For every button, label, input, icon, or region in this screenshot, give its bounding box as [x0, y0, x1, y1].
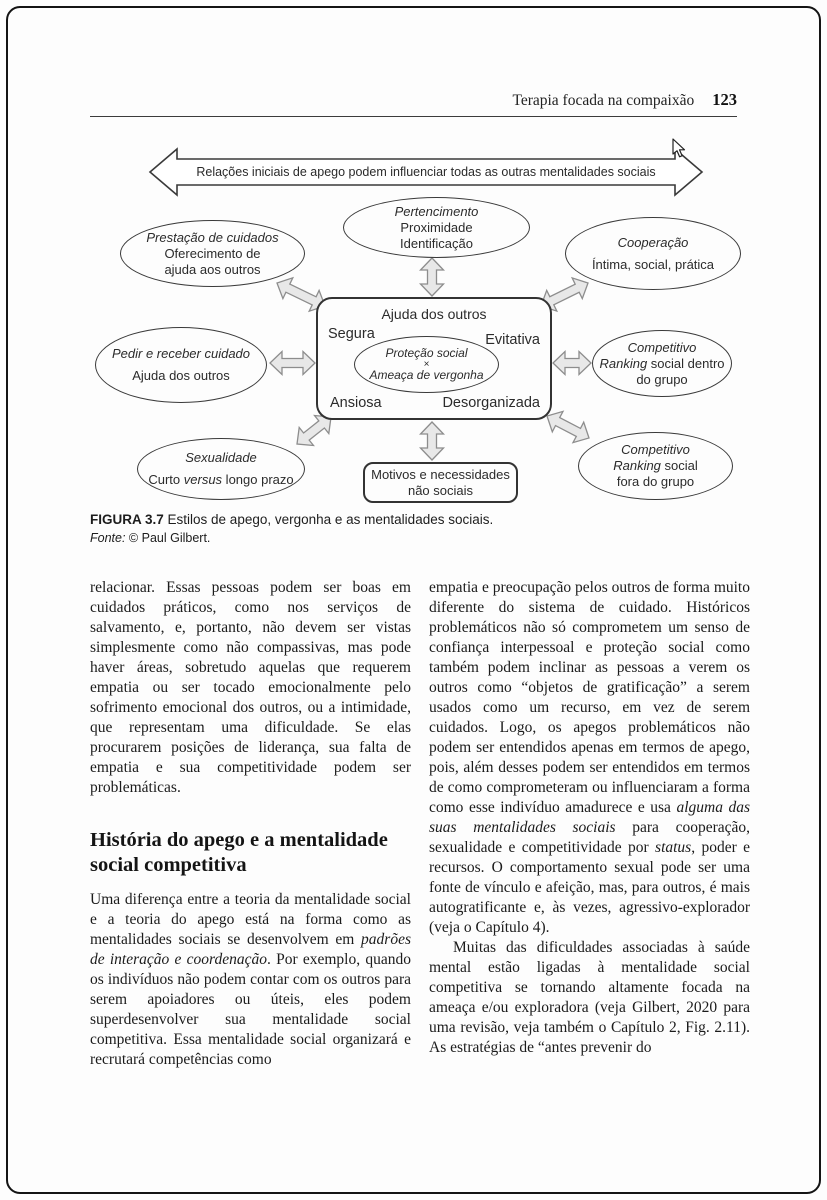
inner-line: Ameaça de vergonha — [369, 368, 484, 382]
caption-source — [90, 529, 737, 548]
node-title: Pertencimento — [394, 203, 479, 219]
paragraph: empatia e preocupação pelos outros de forma muito diferente do sistema de cuidado. Históricos problemáticos não só comprometem um senso de confiança interpessoal e proteção social como também podem inclinar as pessoas a verem os outros como “objetos de gratificação” a serem usados como um recurso, em vez de serem cuidados. Logo, os apegos problemáticos não podem ser entendidos apenas em termos de apego, pois, além desses podem ser entendidos em termos de como comprometeram ou influenciaram a forma como esse indivíduo amadurece e usa alguma das suas mentalidades sociais para cooperação, sexualidade e competitividade por status, poder e recursos. O comportamento sexual pode ser uma fonte de vínculo e afeição, mas, para outros, é mais autogratificante e, às vezes, agressivo-explorador (veja o Capítulo 4). — [429, 579, 751, 936]
times-symbol: × — [423, 359, 430, 370]
paragraph: Muitas das dificuldades associadas à saúde mental estão ligadas à mentalidade social competitiva se tornando altamente focada na ameaça e/ou exploradora (veja Gilbert, 2020 para uma revisão, veja também o Capítulo 2, Fig. 2.11). As estratégias de “antes prevenir do — [429, 939, 750, 1056]
caption-line — [90, 510, 737, 529]
label-disorganized: Desorganizada — [442, 395, 540, 411]
node-title: Pedir e receber cuidado — [111, 346, 251, 361]
left-column — [90, 578, 411, 1070]
connector-arrow-sexuality — [297, 416, 331, 446]
node-title: Cooperação — [617, 234, 689, 250]
node-line: ajuda aos outros — [164, 261, 261, 277]
node-belonging — [343, 197, 530, 258]
node-competitive-out-group — [578, 432, 733, 500]
page-number: 123 — [712, 90, 737, 109]
node-line: Íntima, social, prática — [591, 256, 715, 272]
node-social-protection — [354, 336, 499, 393]
connector-arrow-belonging — [421, 258, 444, 296]
banner-label: Relações iniciais de apego podem influenciar todas as outras mentalidades sociais — [196, 165, 656, 179]
label-avoidant: Evitativa — [485, 332, 540, 348]
node-line: Ajuda dos outros — [132, 368, 230, 383]
node-cooperation — [565, 217, 741, 290]
node-title: Prestação de cuidados — [146, 229, 279, 245]
connector-arrow-competitive-out — [547, 411, 589, 442]
node-title: Competitivo — [627, 339, 697, 355]
figure-diagram — [85, 145, 745, 510]
paragraph: Uma diferença entre a teoria da mentalidade social e a teoria do apego está na forma como as mentalidades sociais se desenvolvem em padrões de interação e coordenação. Por exemplo, quando os indivíduos não podem contar com os outros para serem apoiadores ou úteis, eles podem superdesenvolver sua mentalidade social competitiva. Essa mentalidade social organizará e recrutará competências como — [90, 891, 411, 1068]
node-title: Sexualidade — [185, 450, 257, 465]
header-rule — [90, 116, 737, 117]
node-line: do grupo — [636, 371, 688, 387]
inner-line: Proteção social — [385, 345, 468, 360]
source-label: Fonte: — [90, 531, 126, 545]
node-competitive-in-group — [592, 330, 732, 397]
node-line: não sociais — [407, 482, 474, 498]
node-attachment-styles-box — [316, 297, 552, 420]
node-line: fora do grupo — [616, 474, 695, 489]
paragraph: relacionar. Essas pessoas podem ser boas em cuidados práticos, como nos serviços de salvamento, e, portanto, não devem ser vistas simplesmente como não compassivas, mas pode haver áreas, sobretudo aquelas que requerem empatia ou ser tocado emocionalmente pelo sofrimento emocional dos outros, ou a intimidade, que representam uma dificuldade. Se elas procurarem posições de liderança, sua falta de empatia e sua competitividade podem ser problemáticas. — [90, 579, 411, 796]
figure-caption — [90, 510, 737, 548]
node-nonsocial-motives — [363, 462, 518, 503]
node-line: Curto versus longo prazo — [148, 472, 294, 487]
body-text — [90, 578, 750, 1070]
node-careseeking — [95, 327, 267, 403]
node-caregiving — [120, 220, 305, 287]
node-line: Proximidade — [400, 219, 473, 235]
connector-arrow-nonsocial — [421, 422, 444, 460]
label-anxious: Ansiosa — [330, 395, 382, 411]
mouse-cursor — [672, 138, 688, 160]
page-header — [90, 90, 737, 110]
connector-arrow-careseeking — [270, 352, 315, 375]
node-line: Motivos e necessidades — [371, 466, 510, 482]
running-title: Terapia focada na compaixão — [512, 92, 695, 109]
node-title: Competitivo — [621, 442, 690, 457]
connector-arrow-competitive-in — [553, 352, 591, 375]
node-line: Ranking social — [613, 458, 698, 473]
source-text: © Paul Gilbert. — [128, 531, 211, 545]
node-sexuality — [137, 438, 305, 500]
caption-label: FIGURA 3.7 — [90, 512, 164, 527]
node-line: Ranking social dentro — [599, 355, 725, 371]
node-line: Identificação — [400, 235, 473, 251]
label-secure: Segura — [328, 326, 375, 342]
center-box-title: Ajuda dos outros — [381, 306, 487, 322]
right-column — [429, 578, 750, 1070]
section-heading: História do apego e a mentalidade social competitiva — [90, 829, 388, 876]
caption-text: Estilos de apego, vergonha e as mentalidades sociais. — [167, 512, 494, 527]
node-line: Oferecimento de — [164, 245, 261, 261]
